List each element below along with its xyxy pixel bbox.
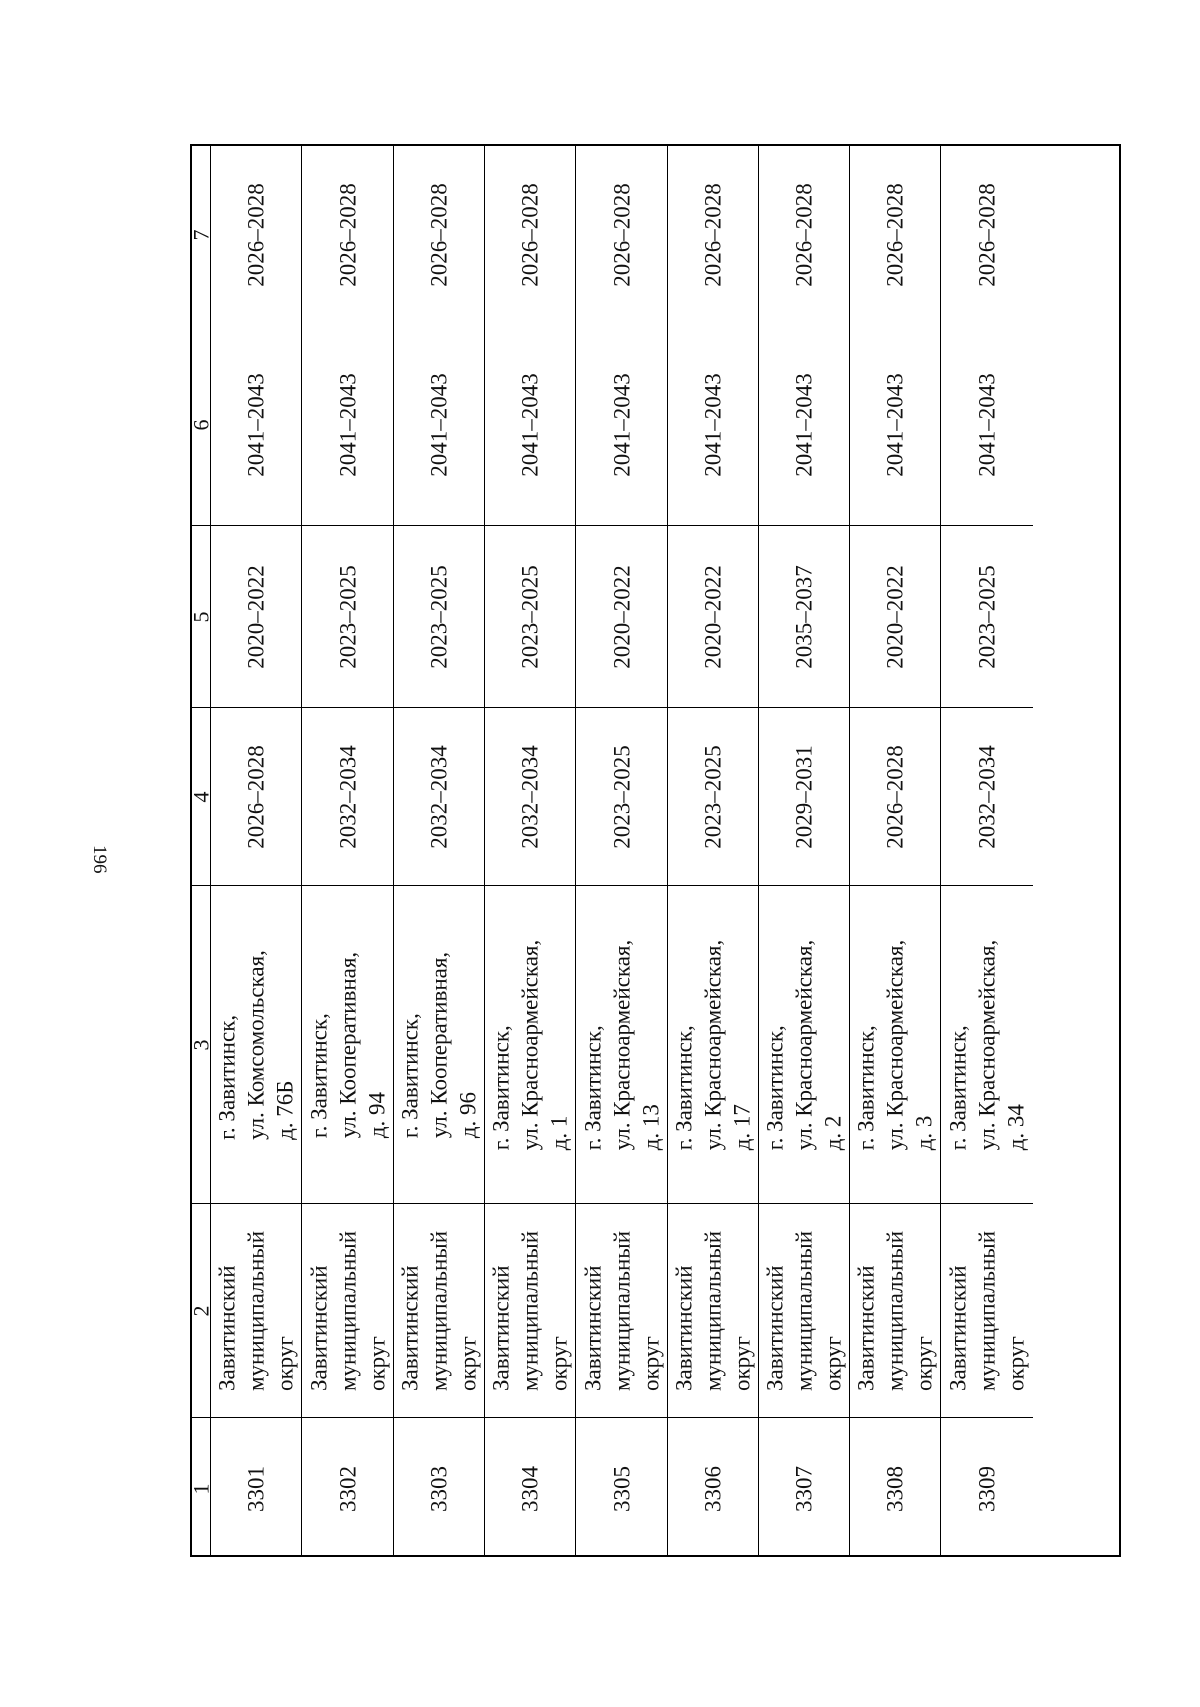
header-cell (188, 526, 214, 708)
cell-c4-text: 2023–2025 (700, 744, 726, 849)
cell-c4 (394, 708, 484, 886)
cell-address (485, 886, 575, 1204)
cell-c4-text: 2032–2034 (426, 744, 452, 849)
header-cell-text: 6 (188, 419, 214, 430)
cell-district-text: Завитинский муниципальный округ (214, 1230, 298, 1391)
header-cell-text: 7 (188, 229, 214, 241)
cell-address (576, 886, 667, 1204)
cell-c6-text: 2041–2043 (243, 372, 269, 477)
cell-c4 (302, 708, 393, 886)
cell-num-text: 3307 (791, 1465, 817, 1512)
table-row (850, 146, 941, 1555)
cell-c6 (668, 324, 758, 526)
cell-c5-text: 2023–2025 (517, 564, 543, 669)
cell-c5 (668, 526, 758, 708)
cell-c5 (302, 526, 393, 708)
cell-num-text: 3305 (609, 1465, 634, 1512)
cell-address (394, 886, 484, 1204)
cell-district-text: Завитинский муниципальный округ (853, 1230, 937, 1391)
cell-c6 (941, 324, 1033, 526)
cell-c7 (850, 146, 940, 324)
cell-c7 (302, 146, 393, 324)
cell-address-text: г. Завитинск, ул. Кооперативная, д. 94 (306, 951, 389, 1138)
cell-c6-text: 2041–2043 (791, 372, 817, 477)
cell-c4 (941, 708, 1033, 886)
header-cell (188, 146, 214, 324)
cell-num-text: 3304 (517, 1465, 543, 1512)
cell-c6 (759, 324, 849, 526)
cell-c7-text: 2026–2028 (791, 183, 817, 287)
cell-address-text: г. Завитинск, ул. Красноармейская, д. 34 (945, 939, 1029, 1150)
cell-c6-text: 2041–2043 (335, 372, 360, 477)
cell-c5-text: 2020–2022 (882, 564, 908, 669)
cell-num-text: 3309 (974, 1465, 1000, 1512)
cell-c5-text: 2020–2022 (609, 564, 634, 669)
cell-c7-text: 2026–2028 (426, 183, 452, 287)
cell-num-text: 3306 (700, 1465, 726, 1512)
table-row (576, 146, 668, 1555)
cell-num-text: 3302 (335, 1465, 360, 1512)
cell-c7-text: 2026–2028 (974, 183, 1000, 287)
cell-c6 (394, 324, 484, 526)
cell-c5 (394, 526, 484, 708)
page-number: 196 (89, 845, 110, 874)
table-row (941, 146, 1033, 1555)
cell-c7 (394, 146, 484, 324)
cell-district (668, 1204, 758, 1418)
cell-c6-text: 2041–2043 (974, 372, 1000, 477)
cell-c4-text: 2032–2034 (974, 744, 1000, 849)
cell-c6-text: 2041–2043 (700, 372, 726, 477)
cell-c6-text: 2041–2043 (517, 372, 543, 477)
cell-c5 (211, 526, 301, 708)
cell-c6 (485, 324, 575, 526)
cell-address-text: г. Завитинск, ул. Кооперативная, д. 96 (397, 951, 481, 1138)
cell-district (302, 1204, 393, 1418)
rotated-table (190, 144, 1121, 1557)
cell-num (850, 1418, 940, 1559)
header-cell (188, 324, 214, 526)
cell-c4 (211, 708, 301, 886)
cell-c5-text: 2023–2025 (974, 564, 1000, 669)
cell-c4 (576, 708, 667, 886)
header-cell (188, 1204, 214, 1418)
cell-c7-text: 2026–2028 (517, 183, 543, 287)
cell-num (576, 1418, 667, 1559)
cell-c7-text: 2026–2028 (700, 183, 726, 287)
cell-c5-text: 2035–2037 (791, 564, 817, 669)
cell-district (941, 1204, 1033, 1418)
cell-address (941, 886, 1033, 1204)
cell-num (759, 1418, 849, 1559)
cell-district (211, 1204, 301, 1418)
cell-c7 (485, 146, 575, 324)
cell-c4-text: 2032–2034 (335, 744, 360, 849)
cell-district (759, 1204, 849, 1418)
cell-c5-text: 2020–2022 (700, 564, 726, 669)
header-cell (188, 1418, 214, 1559)
cell-district (576, 1204, 667, 1418)
cell-c4-text: 2026–2028 (882, 744, 908, 849)
cell-c5-text: 2023–2025 (426, 564, 452, 669)
cell-c4-text: 2023–2025 (609, 744, 634, 849)
cell-c7-text: 2026–2028 (335, 183, 360, 287)
cell-district-text: Завитинский муниципальный округ (762, 1230, 846, 1391)
cell-c6-text: 2041–2043 (426, 372, 452, 477)
header-cell (188, 886, 214, 1204)
cell-address-text: г. Завитинск, ул. Красноармейская, д. 1 (488, 939, 572, 1150)
table-row (211, 146, 302, 1555)
header-cell-text: 1 (188, 1483, 214, 1494)
cell-num (941, 1418, 1033, 1559)
cell-district-text: Завитинский муниципальный округ (671, 1230, 755, 1391)
cell-num (668, 1418, 758, 1559)
cell-c7-text: 2026–2028 (609, 183, 634, 287)
table-header (188, 146, 214, 1555)
cell-address-text: г. Завитинск, ул. Красноармейская, д. 13 (580, 939, 663, 1150)
table-row (759, 146, 850, 1555)
header-cell-text: 2 (188, 1305, 214, 1316)
cell-c7 (576, 146, 667, 324)
cell-c7-text: 2026–2028 (243, 183, 269, 287)
cell-district-text: Завитинский муниципальный округ (397, 1230, 481, 1391)
cell-c6 (576, 324, 667, 526)
cell-num-text: 3308 (882, 1465, 908, 1512)
cell-address (211, 886, 301, 1204)
cell-num (485, 1418, 575, 1559)
cell-c7 (211, 146, 301, 324)
cell-address-text: г. Завитинск, ул. Красноармейская, д. 3 (853, 939, 937, 1150)
cell-c4 (485, 708, 575, 886)
cell-c4-text: 2029–2031 (791, 744, 817, 849)
cell-num (211, 1418, 301, 1559)
table-row (485, 146, 576, 1555)
cell-c7-text: 2026–2028 (882, 183, 908, 287)
cell-address (302, 886, 393, 1204)
cell-c5 (485, 526, 575, 708)
cell-c6 (211, 324, 301, 526)
cell-address (850, 886, 940, 1204)
cell-c6-text: 2041–2043 (882, 372, 908, 477)
header-cell-text: 5 (188, 611, 214, 622)
header-cell-text: 3 (188, 1039, 214, 1050)
cell-c7 (668, 146, 758, 324)
cell-c4 (668, 708, 758, 886)
cell-num-text: 3301 (243, 1465, 269, 1512)
cell-address (759, 886, 849, 1204)
table-row (394, 146, 485, 1555)
cell-c4 (759, 708, 849, 886)
cell-num (394, 1418, 484, 1559)
cell-district-text: Завитинский муниципальный округ (945, 1230, 1029, 1391)
cell-num (302, 1418, 393, 1559)
header-cell-text: 4 (188, 791, 214, 802)
cell-district-text: Завитинский муниципальный округ (580, 1230, 663, 1391)
cell-district (850, 1204, 940, 1418)
cell-district-text: Завитинский муниципальный округ (306, 1230, 389, 1391)
cell-c7 (941, 146, 1033, 324)
cell-address-text: г. Завитинск, ул. Комсомольская, д. 76Б (214, 949, 298, 1140)
cell-c4 (850, 708, 940, 886)
cell-c5 (850, 526, 940, 708)
cell-address-text: г. Завитинск, ул. Красноармейская, д. 2 (762, 939, 846, 1150)
cell-district-text: Завитинский муниципальный округ (488, 1230, 572, 1391)
cell-c6 (850, 324, 940, 526)
cell-num-text: 3303 (426, 1465, 452, 1512)
cell-c5 (759, 526, 849, 708)
cell-c5 (576, 526, 667, 708)
header-cell (188, 708, 214, 886)
cell-c5-text: 2020–2022 (243, 564, 269, 669)
cell-address-text: г. Завитинск, ул. Красноармейская, д. 17 (671, 939, 755, 1150)
cell-c4-text: 2032–2034 (517, 744, 543, 849)
cell-c6-text: 2041–2043 (609, 372, 634, 477)
table-row (302, 146, 394, 1555)
cell-c5-text: 2023–2025 (335, 564, 360, 669)
table-row (668, 146, 759, 1555)
cell-district (394, 1204, 484, 1418)
cell-c7 (759, 146, 849, 324)
cell-c5 (941, 526, 1033, 708)
cell-district (485, 1204, 575, 1418)
cell-c6 (302, 324, 393, 526)
cell-c4-text: 2026–2028 (243, 744, 269, 849)
cell-address (668, 886, 758, 1204)
